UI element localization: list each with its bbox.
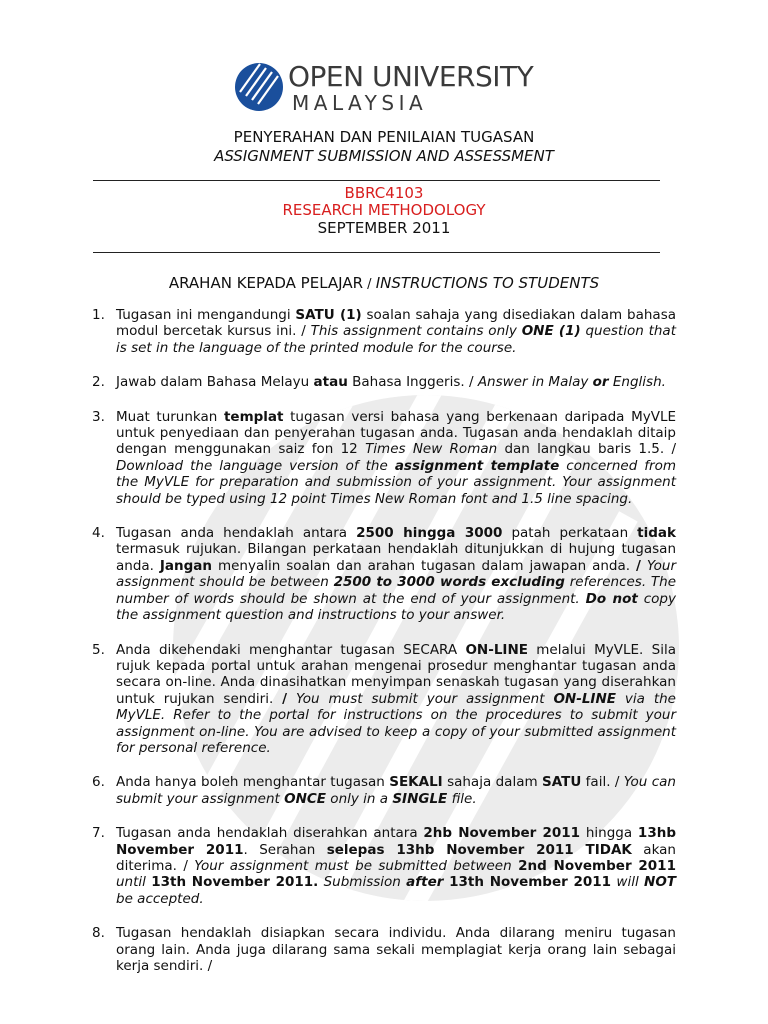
list-item-text bbox=[116, 409, 676, 507]
text-run: fail. / bbox=[581, 774, 624, 791]
text-run: after bbox=[406, 874, 444, 891]
text-run: question that is set in the language of the printed module for the course. bbox=[116, 323, 677, 356]
text-run: via the MyVLE. Refer to the portal for instructions on the procedures to submit your assignment on-line. You are advised to keep a copy of your submitted assignment for personal reference. bbox=[116, 690, 676, 756]
text-run: tidak bbox=[637, 525, 677, 542]
text-run: menyalin soalan dan arahan tugasan dalam jawapan anda. bbox=[212, 557, 636, 574]
text-run: English. bbox=[608, 374, 666, 391]
text-run: copy the assignment question and instructions to your answer. bbox=[116, 590, 676, 624]
text-run: Your assignment must be submitted between bbox=[194, 857, 519, 874]
text-run: termasuk rujukan. Bilangan perkataan hendaklah ditunjukkan di hujung tugasan anda. bbox=[116, 541, 676, 574]
list-item-number: 6. bbox=[92, 774, 105, 791]
list-item-number: 4. bbox=[92, 525, 105, 542]
semester: SEPTEMBER 2011 bbox=[317, 219, 451, 237]
text-run: . Serahan bbox=[243, 841, 327, 858]
text-run: only in a bbox=[326, 790, 393, 807]
text-run: Do not bbox=[585, 590, 638, 607]
list-item bbox=[92, 374, 676, 390]
text-run: Tugasan anda hendaklah antara bbox=[116, 525, 357, 542]
course-code: BBRC4103 bbox=[344, 184, 424, 202]
instructions-heading-malay: ARAHAN KEPADA PELAJAR bbox=[168, 274, 364, 292]
university-logo bbox=[234, 62, 534, 114]
text-run: Jawab dalam Bahasa Melayu bbox=[116, 374, 314, 391]
list-item-text bbox=[116, 774, 676, 807]
list-item-text bbox=[116, 374, 676, 390]
list-item-number: 3. bbox=[92, 408, 105, 425]
text-run: soalan sahaja yang disediakan dalam bahasa modul bercetak kursus ini. / bbox=[116, 307, 676, 340]
list-item-text bbox=[116, 925, 676, 974]
text-run: ON-LINE bbox=[553, 690, 616, 707]
text-run: Jangan bbox=[159, 557, 213, 574]
text-run: be accepted. bbox=[116, 890, 204, 907]
list-item-text bbox=[116, 825, 676, 907]
text-run: / bbox=[636, 557, 641, 574]
text-run: until bbox=[116, 874, 152, 891]
text-run: concerned from the MyVLE for preparation and submission of your assignment. Your assignment should be typed using 12 point Times New Roman font and 1.5 line spacing. bbox=[116, 457, 676, 507]
text-run: Download the language version of the bbox=[116, 457, 395, 474]
text-run: selepas 13hb November 2011 TIDAK bbox=[326, 841, 632, 858]
list-item bbox=[92, 307, 676, 356]
divider-top bbox=[93, 180, 660, 181]
list-item-number: 1. bbox=[92, 307, 105, 323]
university-emblem-icon bbox=[234, 62, 284, 112]
text-run: / bbox=[282, 690, 288, 707]
text-run: Anda dikehendaki menghantar tugasan SECARA bbox=[116, 641, 466, 658]
list-item-text bbox=[116, 525, 676, 623]
instructions-heading bbox=[0, 274, 768, 294]
list-item bbox=[92, 525, 676, 623]
text-run: NOT bbox=[644, 874, 676, 891]
text-run: You must submit your assignment bbox=[287, 690, 554, 707]
text-run: You can submit your assignment bbox=[116, 774, 676, 807]
text-run: Muat turunkan bbox=[116, 408, 224, 425]
text-run: This assignment contains only bbox=[310, 323, 522, 340]
text-run: 13th November 2011 bbox=[443, 874, 612, 891]
text-run: or bbox=[592, 374, 609, 391]
text-run: ONE (1) bbox=[521, 323, 581, 340]
list-item bbox=[92, 825, 676, 907]
text-run: tugasan versi bahasa yang berkenaan daripada MyVLE untuk penyediaan dan penyerahan tugasan anda. Tugasan anda hendaklah ditaip dengan menggunakan saiz fon 12 bbox=[116, 408, 676, 458]
text-run: akan diterima. / bbox=[116, 841, 676, 874]
text-run: Anda hanya boleh menghantar tugasan bbox=[116, 774, 390, 791]
title-malay: PENYERAHAN DAN PENILAIAN TUGASAN bbox=[233, 128, 535, 146]
text-run: file. bbox=[447, 790, 477, 807]
list-item-text bbox=[116, 307, 676, 356]
text-run: melalui MyVLE. Sila rujuk kepada portal untuk arahan mengenai prosedur menghantar tugasan anda secara on-line. Anda dinasihatkan menyimpan senaskah tugasan yang diserahkan untuk rujukan sendiri. bbox=[116, 641, 676, 707]
instructions-list bbox=[92, 307, 676, 992]
divider-bottom bbox=[93, 252, 660, 253]
list-item bbox=[92, 642, 676, 757]
list-item-number: 8. bbox=[92, 925, 105, 942]
text-run: templat bbox=[223, 408, 284, 425]
list-item-number: 5. bbox=[92, 641, 105, 658]
list-item bbox=[92, 925, 676, 974]
text-run: references. The number of words should be shown at the end of your assignment. bbox=[116, 574, 676, 607]
text-run: dan langkau baris 1.5. / bbox=[497, 441, 676, 458]
text-run: Submission bbox=[318, 874, 407, 891]
text-run: 2nd November 2011 bbox=[518, 857, 676, 874]
text-run: atau bbox=[313, 374, 348, 391]
text-run: assignment template bbox=[394, 457, 560, 474]
text-run: 13th November 2011. bbox=[151, 874, 319, 891]
text-run: Tugasan anda hendaklah diserahkan antara bbox=[116, 825, 424, 842]
text-run: SATU (1) bbox=[295, 307, 362, 323]
list-item bbox=[92, 409, 676, 507]
text-run: Bahasa Inggeris. / bbox=[347, 374, 478, 391]
text-run: Tugasan hendaklah disiapkan secara individu. Anda dilarang meniru tugasan orang lain. Anda juga dilarang sama sekali memplagiat kerja orang lain sebagai kerja sendiri. / bbox=[116, 925, 676, 974]
instructions-heading-english: INSTRUCTIONS TO STUDENTS bbox=[375, 274, 600, 292]
text-run: Your assignment should be between bbox=[116, 557, 676, 591]
instructions-heading-separator: / bbox=[363, 277, 376, 292]
text-run: SATU bbox=[542, 774, 582, 791]
text-run: hingga bbox=[580, 825, 638, 842]
text-run: 13hb November 2011 bbox=[116, 825, 676, 858]
text-run: ONCE bbox=[284, 790, 327, 807]
text-run: Times New Roman bbox=[365, 441, 498, 458]
title-english: ASSIGNMENT SUBMISSION AND ASSESSMENT bbox=[214, 147, 554, 165]
text-run: Answer in Malay bbox=[477, 374, 593, 391]
text-run: SEKALI bbox=[389, 774, 443, 791]
text-run: patah perkataan bbox=[502, 525, 638, 542]
list-item-number: 7. bbox=[92, 825, 105, 842]
list-item-number: 2. bbox=[92, 374, 105, 391]
text-run: sahaja dalam bbox=[442, 774, 542, 791]
text-run: 2500 hingga 3000 bbox=[356, 525, 503, 542]
course-name: RESEARCH METHODOLOGY bbox=[282, 201, 486, 219]
logo-wordmark-line2: MALAYSIA bbox=[292, 91, 428, 115]
text-run: Tugasan ini mengandungi bbox=[116, 307, 296, 323]
logo-wordmark-line1: OPEN UNIVERSITY bbox=[288, 60, 534, 93]
text-run: SINGLE bbox=[392, 790, 448, 807]
text-run: ON-LINE bbox=[465, 641, 528, 658]
list-item bbox=[92, 774, 676, 807]
text-run: will bbox=[611, 874, 645, 891]
text-run: 2500 to 3000 words excluding bbox=[333, 574, 565, 591]
list-item-text bbox=[116, 642, 676, 757]
text-run: 2hb November 2011 bbox=[423, 825, 581, 842]
